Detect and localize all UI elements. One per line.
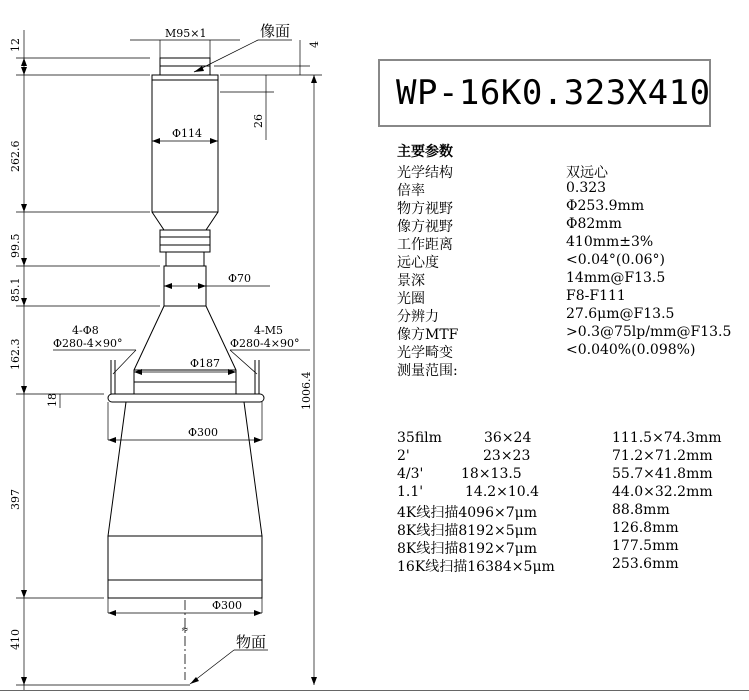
range-format: 2': [397, 448, 410, 464]
param-label: 物方视野: [397, 201, 453, 217]
dim-18: 18: [46, 393, 59, 407]
lens-outline-drawing: [0, 0, 360, 700]
break-mark: ≈: [181, 625, 189, 635]
range-format: 35film: [397, 430, 442, 446]
param-label: 景深: [397, 273, 425, 289]
range-fov: 126.8mm: [612, 520, 679, 536]
range-fov: 111.5×74.3mm: [612, 430, 722, 446]
param-label: 像方MTF: [397, 327, 459, 343]
upper-barrel: [152, 75, 218, 212]
param-value: Φ82mm: [566, 216, 622, 232]
range-format: 16K线扫描16384×5μm: [397, 559, 555, 575]
range-fov: 55.7×41.8mm: [612, 466, 713, 482]
dim-397: 397: [9, 489, 22, 510]
lower-taper: [108, 402, 262, 536]
range-format: 8K线扫描8192×5μm: [397, 523, 538, 539]
dim-4: 4: [308, 41, 321, 48]
param-label: 光圈: [397, 291, 425, 307]
dim-162-3: 162.3: [9, 338, 22, 370]
param-label: 像方视野: [397, 219, 453, 235]
param-value: F8-F111: [566, 288, 626, 304]
holes-left-pcd: Φ280-4×90°: [53, 337, 123, 350]
param-label: 光学结构: [397, 165, 453, 181]
range-fov: 253.6mm: [612, 556, 679, 572]
range-format: 4K线扫描4096×7μm: [397, 505, 538, 521]
range-sensor: 23×23: [483, 448, 531, 464]
range-format: 8K线扫描8192×7μm: [397, 541, 538, 557]
range-sensor: 14.2×10.4: [465, 484, 540, 500]
param-label: 远心度: [397, 255, 439, 271]
dim-114: Φ114: [172, 127, 203, 140]
dim-85-1: 85.1: [9, 277, 22, 302]
param-value: 0.323: [566, 180, 607, 196]
range-sensor: 18×13.5: [461, 466, 522, 482]
holes-right-count: 4-M5: [254, 324, 283, 337]
param-label: 分辨力: [397, 309, 439, 325]
param-label: 光学畸变: [397, 345, 453, 361]
range-fov: 44.0×32.2mm: [612, 484, 713, 500]
image-plane-label: 像面: [260, 22, 291, 40]
holes-left-count: 4-Φ8: [72, 324, 99, 337]
param-value: Φ253.9mm: [566, 198, 645, 214]
dim-187: Φ187: [190, 357, 221, 370]
params-heading: 主要参数: [397, 144, 453, 160]
range-label: 测量范围:: [397, 363, 458, 379]
dim-300-bottom: Φ300: [212, 599, 243, 612]
thread-label: M95×1: [165, 27, 207, 40]
dim-26: 26: [252, 114, 265, 128]
dim-70: Φ70: [228, 272, 252, 285]
object-plane-label: 物面: [236, 633, 267, 651]
range-sensor: 36×24: [484, 430, 532, 446]
model-title: WP-16K0.323X410: [396, 73, 711, 113]
param-value: 14mm@F13.5: [566, 270, 666, 286]
holes-right-pcd: Φ280-4×90°: [230, 337, 300, 350]
param-value: 410mm±3%: [566, 234, 654, 250]
small-neck: [166, 252, 204, 266]
range-fov: 88.8mm: [612, 502, 670, 518]
param-value: 双远心: [566, 165, 608, 181]
range-format: 1.1': [397, 484, 424, 500]
param-label: 工作距离: [397, 237, 453, 253]
model-title-box: [378, 59, 711, 127]
param-value: <0.04°(0.06°): [566, 252, 665, 268]
param-value: 27.6μm@F13.5: [566, 306, 675, 322]
param-label: 倍率: [397, 183, 425, 199]
focus-ring: [160, 230, 210, 252]
range-fov: 71.2×71.2mm: [612, 448, 713, 464]
dim-300-top: Φ300: [188, 426, 219, 439]
bottom-rule: [0, 690, 749, 691]
range-format: 4/3': [397, 466, 424, 482]
cone-section: [134, 306, 236, 394]
dim-262-6: 262.6: [9, 140, 22, 172]
dim-410: 410: [9, 629, 22, 650]
mount-flange: [108, 394, 264, 402]
dim-1006-4: 1006.4: [300, 371, 313, 410]
dim-99-5: 99.5: [9, 233, 22, 258]
range-fov: 177.5mm: [612, 538, 679, 554]
neck-taper: [152, 212, 218, 230]
param-value: <0.040%(0.098%): [566, 342, 696, 358]
bottom-barrel: [108, 536, 262, 598]
param-value: >0.3@75lp/mm@F13.5: [566, 324, 732, 340]
dim-12: 12: [9, 38, 22, 52]
